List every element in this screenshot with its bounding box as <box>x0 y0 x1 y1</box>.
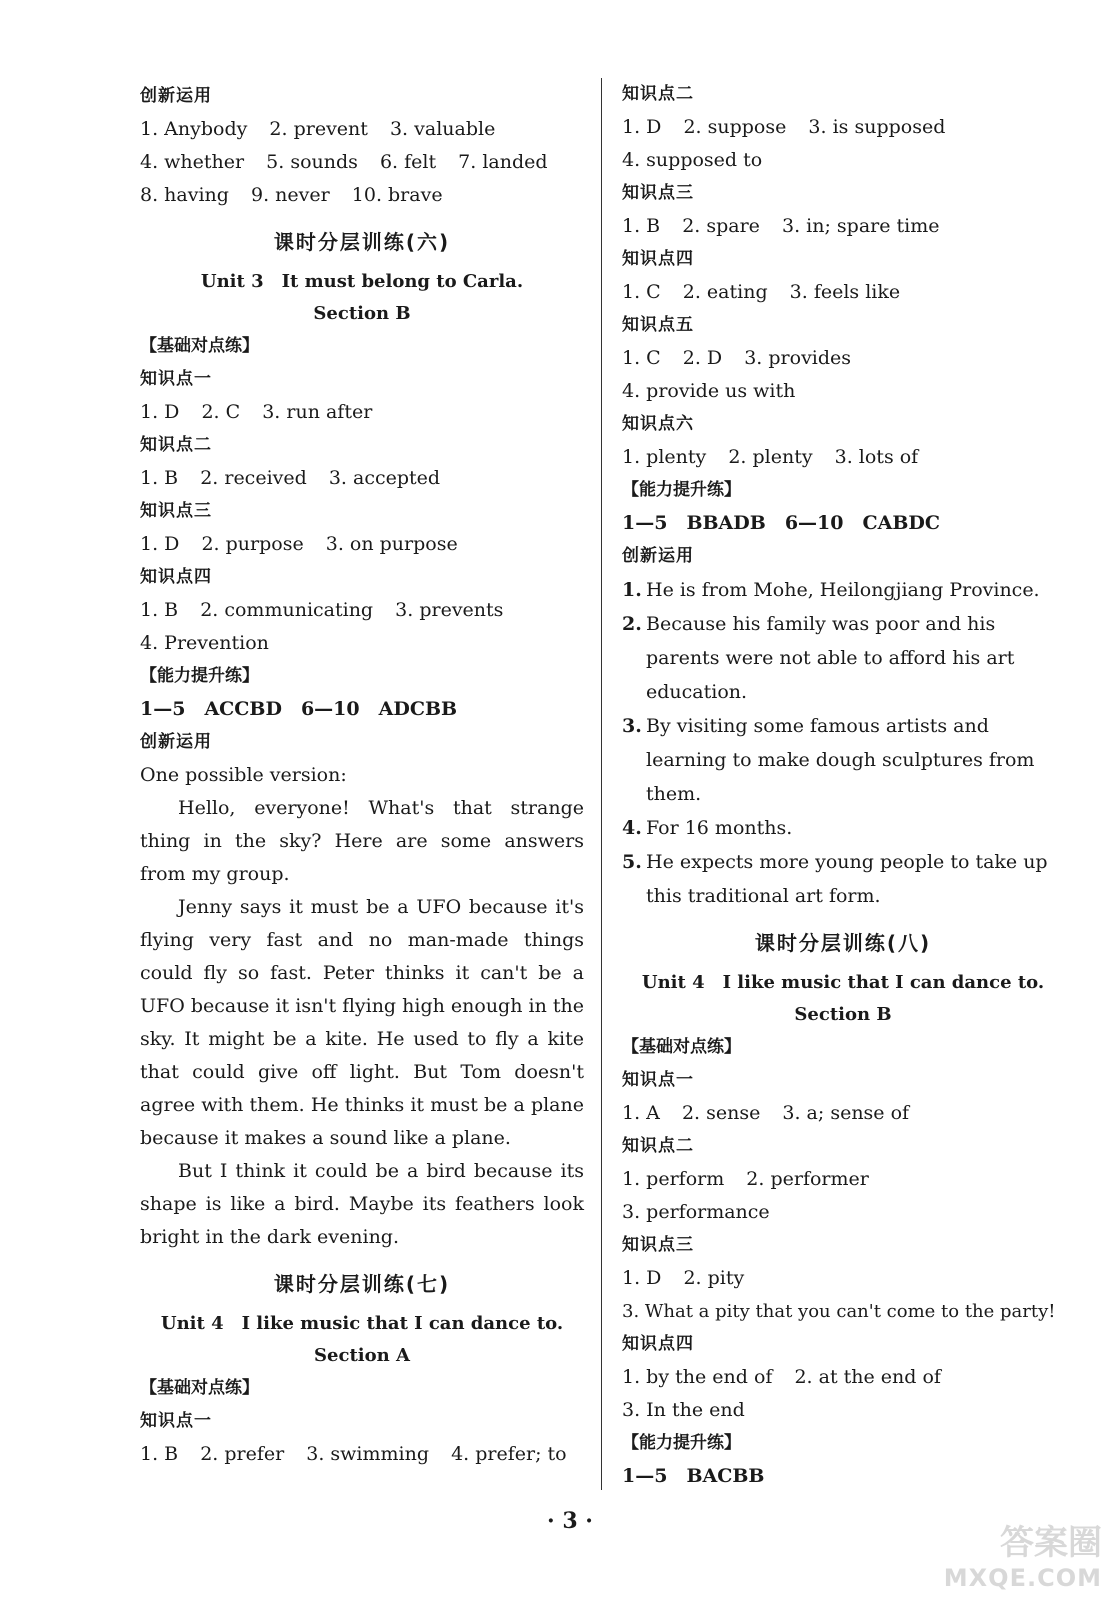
answer-line <box>140 146 584 179</box>
answer-line: 4. Prevention <box>140 632 269 654</box>
knowledge-point-heading: 知识点四 <box>622 249 694 269</box>
knowledge-point-heading: 知识点一 <box>140 369 212 389</box>
answer-item: 1. D <box>140 401 180 423</box>
answer-item: 8. having <box>140 184 229 206</box>
answer-item: 2. sense <box>681 1102 761 1124</box>
right-column <box>622 78 1064 1493</box>
section-heading: 创新运用 <box>140 86 212 106</box>
knowledge-point-heading: 知识点四 <box>622 1334 694 1354</box>
bracket-heading: 【能力提升练】 <box>140 666 259 686</box>
page-number: · 3 · <box>547 1508 593 1534</box>
answer-item: 2. purpose <box>201 533 304 555</box>
answer-item: 1. B <box>622 215 661 237</box>
numbered-answer: 3. By visiting some famous artists and learning to make dough sculptures from them. <box>622 715 1035 805</box>
answer-item: 3. in; spare time <box>781 215 940 237</box>
knowledge-point-heading: 知识点五 <box>622 315 694 335</box>
answer-line <box>622 210 1064 243</box>
answer-item: 3. on purpose <box>325 533 458 555</box>
answer-item: 1. D <box>622 116 662 138</box>
answer-item: 2. received <box>200 467 307 489</box>
section-title: Section B <box>313 303 411 324</box>
knowledge-point-heading: 知识点四 <box>140 567 212 587</box>
answer-item: 3. run after <box>262 401 373 423</box>
answer-item: 10. brave <box>351 184 443 206</box>
answer-item: 7. landed <box>458 151 548 173</box>
answer-line <box>140 528 584 561</box>
answer-text: For 16 months. <box>646 817 793 839</box>
answer-item: 1. D <box>140 533 180 555</box>
answer-item: 3. feels like <box>789 281 901 303</box>
answer-item: 1. A <box>622 1102 660 1124</box>
answer-item: 5. sounds <box>266 151 358 173</box>
knowledge-point-heading: 知识点三 <box>622 183 694 203</box>
answer-line: 1—5 BBADB 6—10 CABDC <box>622 512 941 534</box>
answer-item: 2. pity <box>683 1267 745 1289</box>
lesson-title: 课时分层训练(八) <box>754 931 932 955</box>
answer-item: 1. B <box>140 599 179 621</box>
answer-line <box>622 1097 1064 1130</box>
answer-item: 3. valuable <box>389 118 496 140</box>
numbered-answer: 5. He expects more young people to take up this traditional art form. <box>622 851 1048 907</box>
answer-item: 2. plenty <box>728 446 813 468</box>
answer-item: 2. prevent <box>269 118 368 140</box>
bracket-heading: 【基础对点练】 <box>140 336 259 356</box>
answer-item: 2. suppose <box>683 116 787 138</box>
answer-line <box>140 462 584 495</box>
unit-title: Unit 4 I like music that I can dance to. <box>641 972 1045 993</box>
answer-item: 2. eating <box>682 281 768 303</box>
answer-item: 2. D <box>682 347 723 369</box>
unit-title: Unit 3 It must belong to Carla. <box>200 271 524 292</box>
essay-paragraph: Jenny says it must be a UFO because it's flying very fast and no man-made things could fly so fast. Peter thinks it can't be a UFO because it isn't flying high enough in the sky. It might be a kite. He used to fly a kite that could give off light. But Tom doesn't agree with them. He thinks it must be a plane because it makes a sound like a plane. <box>140 896 584 1149</box>
answer-item: 3. lots of <box>834 446 919 468</box>
answer-text: He expects more young people to take up this traditional art form. <box>646 851 1048 907</box>
numbered-answer: 4. For 16 months. <box>622 817 793 839</box>
essay-paragraph: But I think it could be a bird because its shape is like a bird. Maybe its feathers look bright in the dark evening. <box>140 1160 584 1248</box>
answer-line: 3. In the end <box>622 1399 745 1421</box>
knowledge-point-heading: 知识点三 <box>622 1235 694 1255</box>
answer-line <box>622 276 1064 309</box>
answer-item: 1. B <box>140 467 179 489</box>
bracket-heading: 【能力提升练】 <box>622 1433 741 1453</box>
knowledge-point-heading: 知识点二 <box>140 435 212 455</box>
answer-item: 2. spare <box>682 215 760 237</box>
answer-item: 3. a; sense of <box>782 1102 910 1124</box>
answer-item: 3. prevents <box>395 599 504 621</box>
numbered-answer: 1. He is from Mohe, Heilongjiang Province. <box>622 579 1040 601</box>
knowledge-point-heading: 知识点一 <box>140 1411 212 1431</box>
answer-item: 3. swimming <box>306 1443 430 1465</box>
watermark-text: 答案圈 <box>1000 1523 1102 1563</box>
answer-line: 4. supposed to <box>622 149 763 171</box>
answer-item: 1. C <box>622 281 661 303</box>
answer-item: 4. whether <box>140 151 245 173</box>
answer-line <box>622 111 1064 144</box>
section-title: Section B <box>794 1004 892 1025</box>
lesson-title: 课时分层训练(六) <box>273 230 451 254</box>
answer-line <box>140 1438 584 1471</box>
column-divider <box>601 78 602 1490</box>
answer-line <box>622 1361 1064 1394</box>
answer-item: 6. felt <box>379 151 437 173</box>
answer-item: 3. provides <box>744 347 852 369</box>
answer-item: 3. accepted <box>328 467 441 489</box>
section-heading: 创新运用 <box>140 732 212 752</box>
answer-item: 1. B <box>140 1443 179 1465</box>
watermark-url: MXQE.COM <box>943 1564 1102 1592</box>
answer-line: 1—5 BACBB <box>622 1465 765 1487</box>
watermark-logo <box>944 1515 1102 1592</box>
section-heading: 创新运用 <box>622 546 694 566</box>
answer-item: 2. at the end of <box>794 1366 941 1388</box>
answer-line <box>622 441 1064 474</box>
answer-item: 2. communicating <box>200 599 374 621</box>
answer-item: 1. D <box>622 1267 662 1289</box>
answer-line <box>140 113 584 146</box>
knowledge-point-heading: 知识点六 <box>622 414 694 434</box>
answer-item: 2. performer <box>746 1168 869 1190</box>
numbered-answer: 2. Because his family was poor and his parents were not able to afford his art education. <box>622 613 1015 703</box>
bracket-heading: 【能力提升练】 <box>622 480 741 500</box>
knowledge-point-heading: 知识点二 <box>622 84 694 104</box>
knowledge-point-heading: 知识点三 <box>140 501 212 521</box>
essay-paragraph: Hello, everyone! What's that strange thing in the sky? Here are some answers from my group. <box>140 797 584 885</box>
answer-item: 1. Anybody <box>140 118 248 140</box>
answer-text: By visiting some famous artists and learning to make dough sculptures from them. <box>646 715 1035 805</box>
answer-line: 1—5 ACCBD 6—10 ADCBB <box>140 698 458 720</box>
version-label: One possible version: <box>140 764 347 786</box>
answer-line: 4. provide us with <box>622 380 796 402</box>
lesson-title: 课时分层训练(七) <box>273 1272 451 1296</box>
answer-text: Because his family was poor and his parents were not able to afford his art education. <box>646 613 1015 703</box>
answer-item: 2. C <box>201 401 241 423</box>
answer-item: 9. never <box>251 184 330 206</box>
answer-line <box>140 594 584 627</box>
answer-item: 3. is supposed <box>808 116 946 138</box>
answer-line <box>140 396 584 429</box>
answer-item: 1. perform <box>622 1168 725 1190</box>
answer-item: 1. C <box>622 347 661 369</box>
knowledge-point-heading: 知识点一 <box>622 1070 694 1090</box>
answer-item: 1. by the end of <box>622 1366 773 1388</box>
knowledge-point-heading: 知识点二 <box>622 1136 694 1156</box>
section-title: Section A <box>314 1345 410 1366</box>
answer-item: 1. plenty <box>622 446 707 468</box>
bracket-heading: 【基础对点练】 <box>622 1037 741 1057</box>
bracket-heading: 【基础对点练】 <box>140 1378 259 1398</box>
answer-line: 3. performance <box>622 1201 770 1223</box>
left-column <box>140 80 584 1471</box>
answer-item: 2. prefer <box>200 1443 285 1465</box>
answer-line <box>622 342 1064 375</box>
answer-text: He is from Mohe, Heilongjiang Province. <box>646 579 1040 601</box>
answer-line <box>622 1262 1064 1295</box>
answer-line <box>140 179 584 212</box>
answer-item: 4. prefer; to <box>451 1443 567 1465</box>
answer-line <box>622 1163 1064 1196</box>
unit-title: Unit 4 I like music that I can dance to. <box>160 1313 564 1334</box>
answer-line: 3. What a pity that you can't come to the party! <box>622 1301 1056 1322</box>
